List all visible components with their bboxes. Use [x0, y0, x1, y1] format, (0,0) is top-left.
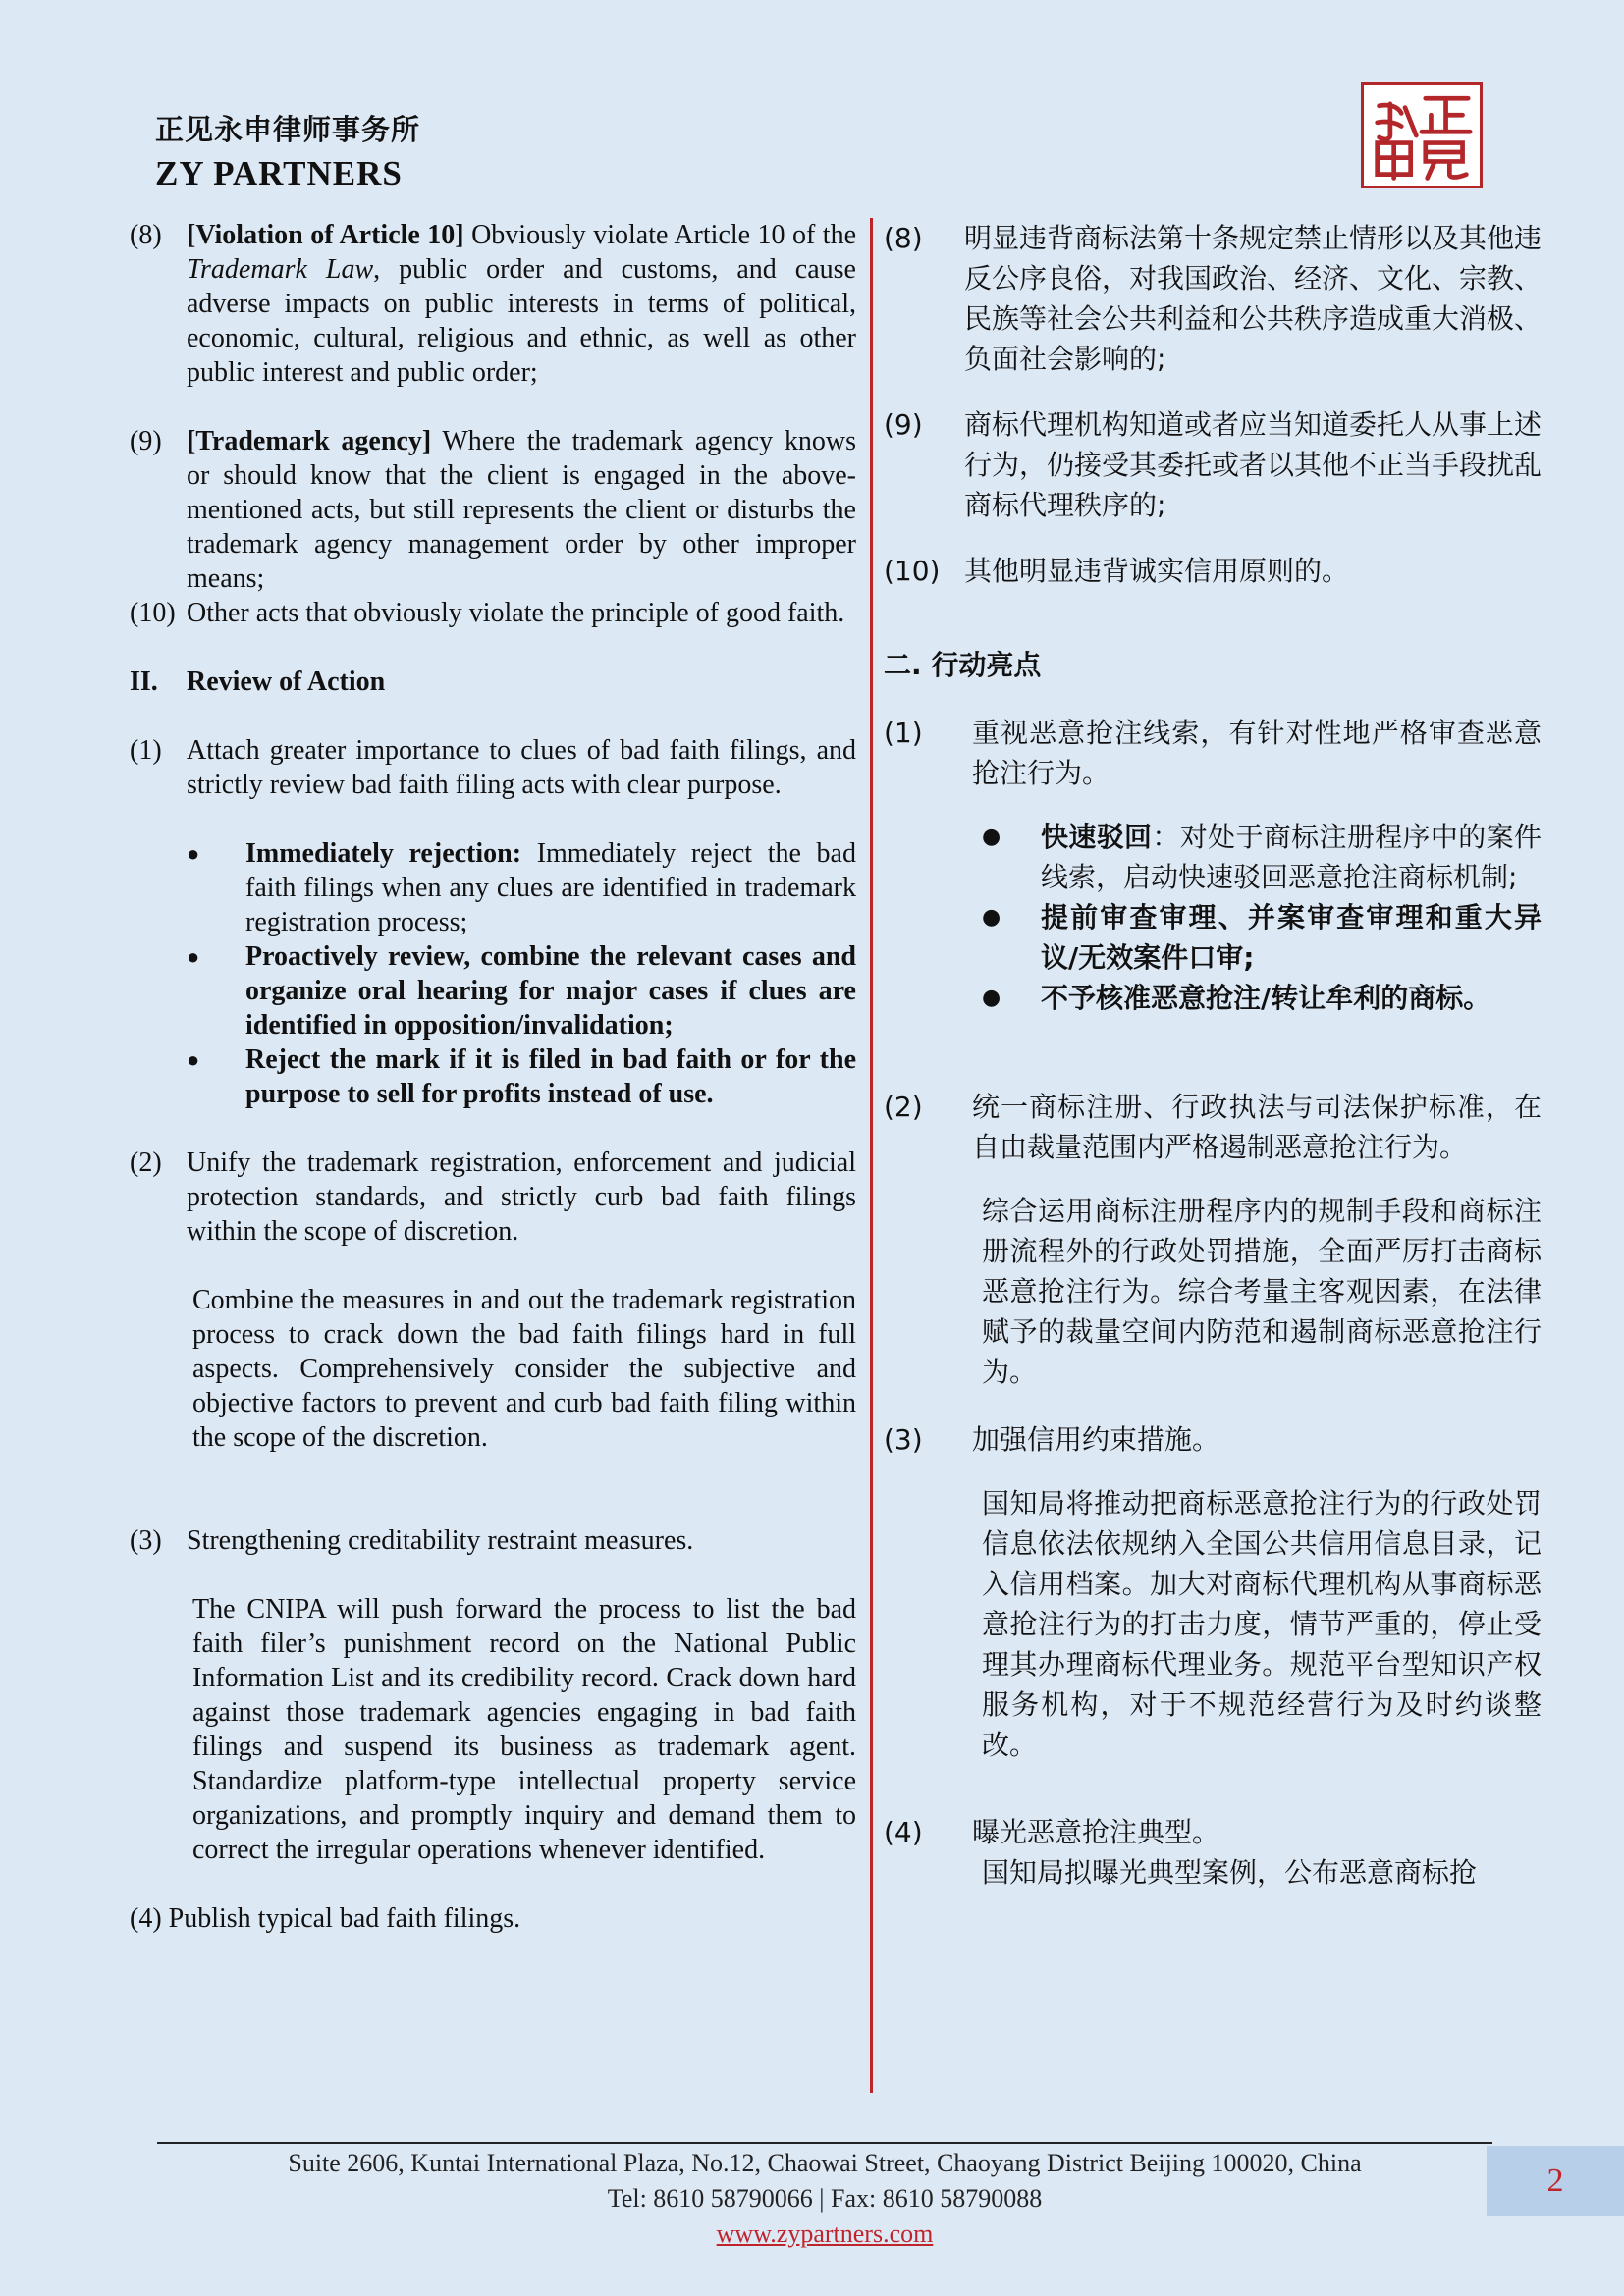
list-item — [130, 424, 856, 596]
bullet-icon: ● — [982, 905, 1001, 930]
list-item — [884, 218, 1542, 379]
list-item — [130, 218, 856, 390]
item-number: (3) — [884, 1423, 923, 1456]
item-number: (3) — [130, 1525, 162, 1556]
item-text: 重视恶意抢注线索，有针对性地严格审查恶意抢注行为。 — [972, 717, 1542, 789]
bullet-item: ● Reject the mark if it is filed in bad faith or for the purpose to sell for profits instead of use. — [187, 1044, 856, 1109]
paragraph: 综合运用商标注册程序内的规制手段和商标注册流程外的行政处罚措施，全面严厉打击商标恶意抢注行为。综合考量主客观因素，在法律赋予的裁量空间内防范和遏制商标恶意抢注行为。 — [982, 1195, 1542, 1388]
page-number: 2 — [1487, 2146, 1624, 2216]
item-number: (1) — [884, 717, 923, 749]
bullet-item: ● 提前审查审理、并案审查审理和重大异议/无效案件口审; — [884, 897, 1542, 978]
section-heading: 二. 行动亮点 — [884, 649, 1042, 681]
item-text: 统一商标注册、行政执法与司法保护标准，在自由裁量范围内严格遏制恶意抢注行为。 — [972, 1091, 1542, 1163]
bullet-item: ● 不予核准恶意抢注/转让牟利的商标。 — [884, 978, 1542, 1018]
website-link[interactable]: www.zypartners.com — [716, 2219, 934, 2248]
footer-contact: Tel: 8610 58790066 | Fax: 8610 58790088 — [607, 2184, 1043, 2213]
firm-name-cn: 正见永申律师事务所 — [155, 113, 421, 146]
bullet-icon: ● — [982, 986, 1001, 1010]
item-number: (10) — [884, 555, 941, 587]
item-number: (4) — [884, 1816, 923, 1848]
column-divider — [870, 218, 873, 2093]
letterhead — [155, 108, 420, 193]
item-number: (10) — [130, 598, 176, 628]
item-text: Attach greater importance to clues of bad faith filings, and strictly review bad faith filing acts with clear purpose. — [187, 735, 856, 800]
seal-logo-icon — [1361, 82, 1483, 188]
bullet-icon: ● — [187, 944, 200, 969]
item-text: 曝光恶意抢注典型。 — [972, 1816, 1220, 1848]
footer-divider — [157, 2142, 1492, 2144]
list-item — [130, 1523, 856, 1558]
item-text: [Trademark agency] Where the trademark agency knows or should know that the client is engaged in the above-mentioned acts, but still represents the client or disturbs the trademark agency management order by other improper means; — [187, 426, 856, 594]
list-item — [884, 1087, 1542, 1167]
firm-name-en: ZY PARTNERS — [155, 154, 403, 192]
footer — [157, 2146, 1492, 2252]
bullet-item: ● Immediately rejection: Immediately reject the bad faith filings when any clues are identified in trademark registration process; — [187, 838, 856, 937]
item-text: Other acts that obviously violate the principle of good faith. — [187, 598, 845, 628]
footer-address: Suite 2606, Kuntai International Plaza, No.12, Chaowai Street, Chaoyang District Beijing 100020, China — [288, 2149, 1362, 2177]
item-number: (8) — [884, 222, 923, 254]
chinese-column — [884, 218, 1542, 1893]
bullet-icon: ● — [982, 825, 1001, 849]
section-heading: II. Review of Action — [130, 667, 386, 697]
item-number: (2) — [130, 1148, 162, 1178]
item-text: 明显违背商标法第十条规定禁止情形以及其他违反公序良俗，对我国政治、经济、文化、宗教、民族等社会公共利益和公共秩序造成重大消极、负面社会影响的; — [964, 222, 1543, 375]
bullet-list — [130, 836, 856, 1111]
list-item — [130, 596, 856, 630]
item-number: (9) — [130, 426, 162, 456]
item-number: (9) — [884, 408, 923, 441]
list-item: (4) Publish typical bad faith filings. — [130, 1903, 521, 1934]
paragraph: The CNIPA will push forward the process to list the bad faith filer’s punishment record on the National Public Information List and its credibility record. Crack down hard against those trademark agencies engaging in bad faith filings and suspend its business as trademark agent. Standardize platform-type intellectual property service organizations, and promptly inquiry and demand them to correct the irregular operations whenever identified. — [192, 1594, 856, 1865]
bullet-icon: ● — [187, 1047, 200, 1072]
paragraph: 国知局将推动把商标恶意抢注行为的行政处罚信息依法依规纳入全国公共信用信息目录，记入信用档案。加大对商标代理机构从事商标恶意抢注行为的打击力度，情节严重的，停止受理其办理商标代理业务。规范平台型知识产权服务机构，对于不规范经营行为及时约谈整改。 — [982, 1487, 1542, 1761]
english-column — [130, 218, 856, 1936]
bullet-list — [884, 817, 1542, 1018]
item-text: [Violation of Article 10] Obviously violate Article 10 of the Trademark Law, public order and customs, and cause adverse impacts on public interests in terms of political, economic, cultural, religious and ethnic, as well as other public interest and public order; — [187, 220, 857, 388]
item-text: 商标代理机构知道或者应当知道委托人从事上述行为，仍接受其委托或者以其他不正当手段扰乱商标代理秩序的; — [964, 408, 1543, 521]
item-number: (1) — [130, 735, 162, 766]
list-item — [884, 1419, 1542, 1460]
paragraph: Combine the measures in and out the trademark registration process to crack down the bad faith filings hard in full aspects. Comprehensively consider the subjective and objective factors to prevent and curb bad faith filing within the scope of the discretion. — [192, 1285, 856, 1453]
item-text: 其他明显违背诚实信用原则的。 — [964, 555, 1350, 587]
item-number: (2) — [884, 1091, 923, 1123]
item-text: 加强信用约束措施。 — [972, 1423, 1220, 1456]
list-item — [884, 551, 1542, 591]
item-text: Strengthening creditability restraint measures. — [187, 1525, 694, 1556]
bullet-item: ● Proactively review, combine the relevant cases and organize oral hearing for major cases if clues are identified in opposition/invalidation; — [187, 941, 856, 1041]
list-item — [130, 733, 856, 802]
list-item — [884, 1812, 1542, 1852]
list-item — [884, 404, 1542, 525]
item-number: (8) — [130, 220, 162, 250]
bullet-icon: ● — [187, 841, 200, 866]
item-text: Unify the trademark registration, enforcement and judicial protection standards, and strictly curb bad faith filings within the scope of discretion. — [187, 1148, 856, 1247]
list-item — [130, 1146, 856, 1249]
paragraph: 国知局拟曝光典型案例，公布恶意商标抢 — [982, 1856, 1478, 1889]
bullet-item: ● 快速驳回：对处于商标注册程序中的案件线索，启动快速驳回恶意抢注商标机制; — [884, 817, 1542, 897]
list-item — [884, 713, 1542, 793]
